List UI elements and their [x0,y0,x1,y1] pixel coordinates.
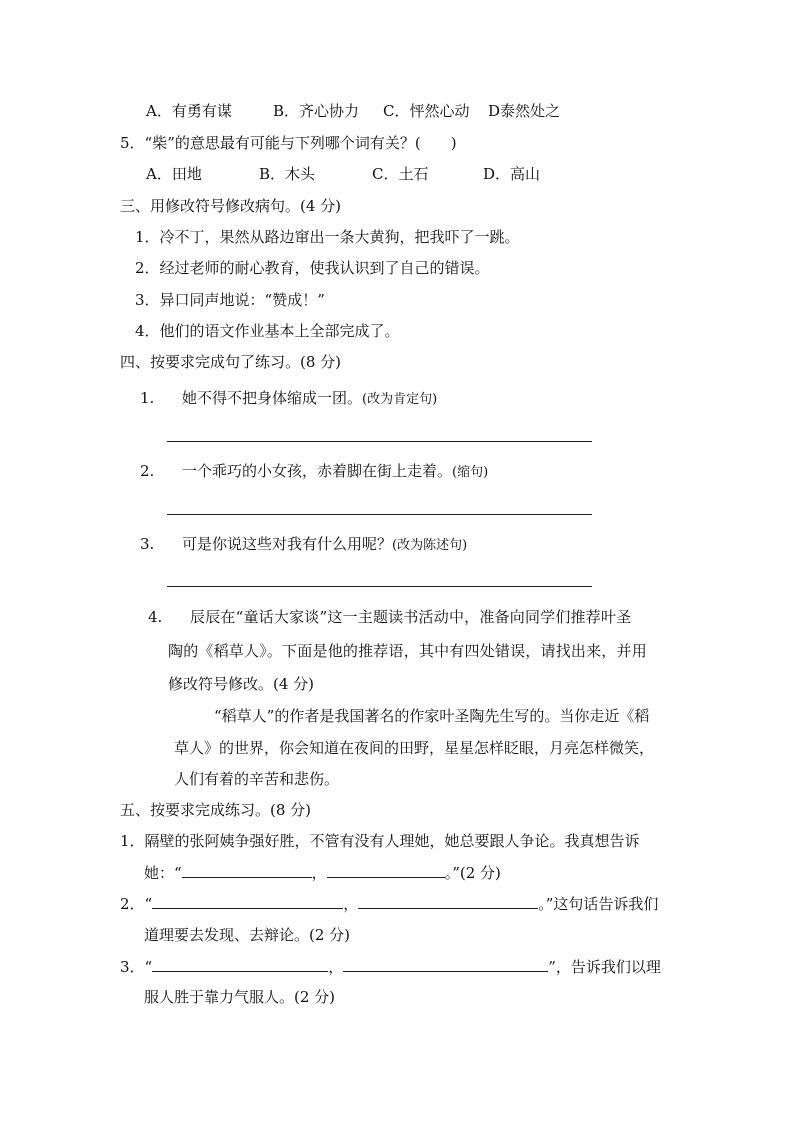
section4-item4-line: 陶的《稻草人》。下面是他的推荐语，其中有四处错误，请找出来，并用 [168,642,647,660]
section3-item: 1．冷不丁，果然从路边窜出一条大黄狗，把我吓了一跳。 [135,228,520,246]
q1-prefix: 她：“ [144,864,182,882]
section4-item-number: 1. [140,389,155,407]
section4-item4-line: 修改符号修改。(4 分) [168,675,315,693]
section5-q1-line: 1．隔壁的张阿姨争强好胜，不管有没有人理她，她总要跟人争论。我真想告诉 [120,832,640,850]
section3-item: 4．他们的语文作业基本上全部完成了。 [135,322,400,340]
section5-heading: 五、按要求完成练习。(8 分) [120,801,312,819]
recommendation-passage: 草人》的世界，你会知道在夜间的田野，星星怎样眨眼，月亮怎样微笑， [174,739,655,757]
section5-q1-fill [144,862,501,883]
section4-item-text [182,461,488,483]
q4-option-a: A．有勇有谋 [146,102,232,120]
sentence: 她不得不把身体缩成一团。 [182,389,363,407]
q5-option-b: B．木头 [259,165,316,183]
recommendation-passage: 人们有着的辛苦和悲伤。 [174,770,340,788]
q2-prefix: 2．“ [120,895,153,913]
fill-blank[interactable] [343,956,548,972]
q5-option-a: A．田地 [146,165,202,183]
section4-item-number: 4. [148,608,163,626]
q3-suffix: ”，告诉我们以理 [548,958,661,976]
answer-line[interactable] [167,514,592,515]
fill-blank[interactable] [358,893,538,909]
instruction: (缩句) [452,465,489,480]
section5-q2-fill [120,893,658,914]
q3-prefix: 3．“ [120,958,153,976]
q2-suffix: 。”这句话告诉我们 [538,895,659,913]
section3-item: 2．经过老师的耐心教育，使我认识到了自己的错误。 [135,259,490,277]
q4-option-d: D泰然处之 [488,102,561,120]
section5-q3-fill [120,956,661,977]
q4-option-c: C．怦然心动 [383,102,470,120]
q1-separator: ， [311,864,327,882]
section5-q3-line: 服人胜于靠力气服人。(2 分) [144,988,336,1006]
q1-suffix: 。”(2 分) [444,864,501,882]
section4-item-number: 3. [140,535,155,553]
section4-heading: 四、按要求完成句了练习。(8 分) [120,353,342,371]
section3-heading: 三、用修改符号修改病句。(4 分) [120,197,342,215]
fill-blank[interactable] [152,893,343,909]
section4-item-text [182,388,437,410]
fill-blank[interactable] [327,862,445,878]
sentence: 一个乖巧的小女孩，赤着脚在街上走着。 [182,462,453,480]
q3-separator: ， [328,958,344,976]
q2-separator: ， [343,895,359,913]
answer-line[interactable] [167,586,592,587]
instruction: (改为陈述句) [392,538,468,553]
answer-line[interactable] [167,441,592,442]
section4-item-number: 2. [140,462,155,480]
section3-item: 3．异口同声地说：“赞成！” [135,291,325,309]
q5-stem: 5．“柴”的意思最有可能与下列哪个词有关？( ) [120,134,457,152]
fill-blank[interactable] [152,956,328,972]
instruction: (改为肯定句) [362,392,438,407]
q5-option-c: C．土石 [372,165,429,183]
q4-option-b: B．齐心协力 [273,102,360,120]
section4-item-text [182,534,467,556]
section4-item4-line: 辰辰在“童话大家谈”这一主题读书活动中，准备向同学们推荐叶圣 [190,608,632,626]
q5-option-d: D．高山 [483,165,541,183]
sentence: 可是你说这些对我有什么用呢？ [182,535,393,553]
section5-q2-line: 道理要去发现、去辩论。(2 分) [144,926,351,944]
recommendation-passage: “稻草人”的作者是我国著名的作家叶圣陶先生写的。当你走近《稻 [214,707,650,725]
fill-blank[interactable] [182,862,312,878]
